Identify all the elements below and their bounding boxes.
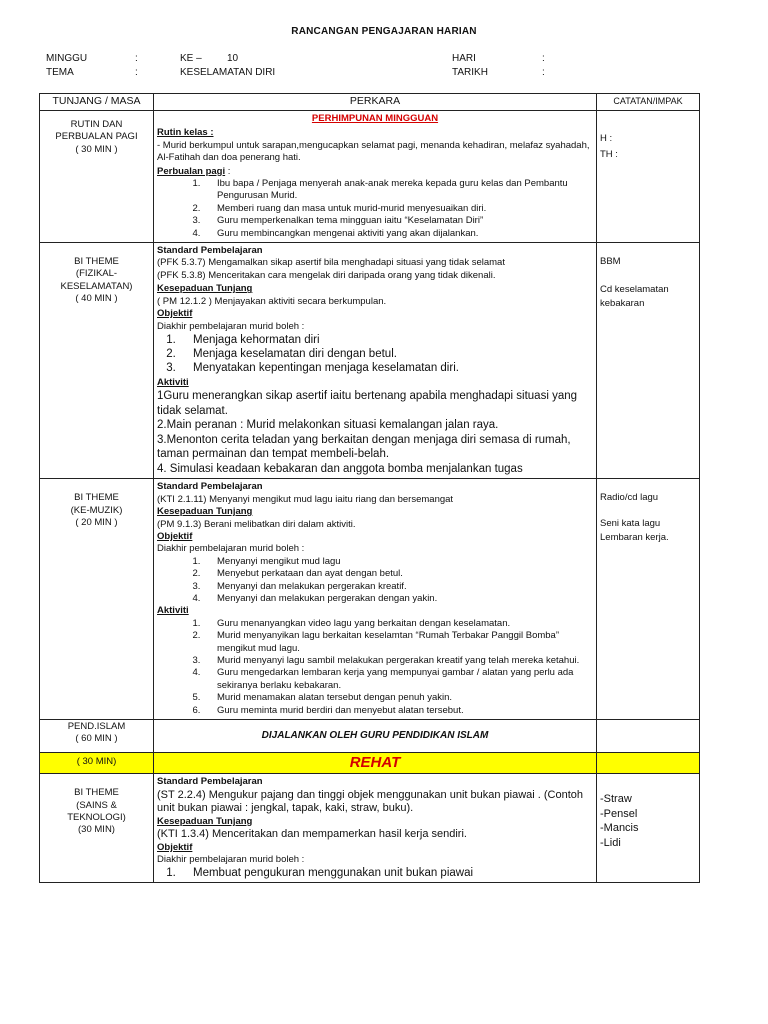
pend-islam-note: DIJALANKAN OLEH GURU PENDIDIKAN ISLAM [154, 720, 597, 753]
kt-text: ( PM 12.1.2 ) Menjayakan aktiviti secara berkumpulan. [157, 295, 387, 307]
row1-right-line: TH : [600, 149, 618, 160]
list-item: -Lidi [600, 836, 621, 849]
row3-tunjang [40, 479, 154, 720]
obj-label: Objektif [157, 841, 193, 853]
obj-label: Objektif [157, 308, 193, 320]
list-item: 4. Menyanyi dan melakukan pergerakan dengan yakin. [203, 593, 593, 605]
aktiviti-label: Aktiviti [157, 376, 189, 388]
perbualan-colon: : [225, 165, 231, 177]
list-item: 2. Murid menyanyikan lagu berkaitan keselamtan “Rumah Terbakar Panggil Bomba” mengikut mud lagu. [203, 630, 593, 655]
list-item: 2. Memberi ruang dan masa untuk murid-murid menyesuaikan diri. [203, 203, 593, 215]
rutin-text: - Murid berkumpul untuk sarapan,mengucapkan selamat pagi, menanda kehadiran, melafaz syahadah, Al-Fatihah dan doa penerang hati. [157, 139, 590, 164]
row1-right-line: H : [600, 133, 613, 144]
list-item: 6. Guru meminta murid berdiri dan menyebut alatan tersebut. [203, 705, 593, 717]
list-item: 5. Murid menamakan alatan tersebut dengan penuh yakin. [203, 692, 593, 704]
table-header-row [40, 94, 700, 111]
row6-perkara [154, 774, 597, 883]
perbualan-label: Perbualan pagi [157, 165, 226, 177]
row2-left-line: ( 40 MIN ) [75, 293, 118, 305]
kt-label: Kesepaduan Tunjang [157, 506, 253, 518]
row2-right-line: Cd keselamatan kebakaran [600, 284, 669, 310]
row3-left-line: ( 20 MIN ) [75, 517, 118, 529]
sp-label: Standard Pembelajaran [157, 245, 263, 257]
row3-left-line: BI THEME [74, 492, 119, 504]
table-row [40, 111, 700, 243]
obj-label: Objektif [157, 530, 193, 542]
row3-right-line: Seni kata lagu [600, 518, 661, 530]
table-row [40, 774, 700, 883]
row5-catatan [597, 752, 700, 773]
table-row [40, 752, 700, 773]
table-row [40, 479, 700, 720]
list-item: 2.Main peranan : Murid melakonkan situasi kemalangan jalan raya. [157, 419, 499, 432]
row2-catatan [597, 243, 700, 479]
aktiviti-list [157, 618, 593, 717]
col-header-tunjang: TUNJANG / MASA [40, 94, 154, 111]
list-item: 3. Menyanyi dan melakukan pergerakan kreatif. [203, 581, 593, 593]
row3-right-line: Radio/cd lagu [600, 492, 659, 504]
row1-perkara [154, 111, 597, 243]
row1-catatan [597, 111, 700, 243]
row4-left-line: ( 60 MIN ) [75, 733, 118, 745]
table-row [40, 243, 700, 479]
obj-intro: Diakhir pembelajaran murid boleh : [157, 543, 305, 555]
row1-left-line: PERBUALAN PAGI [55, 131, 138, 143]
row3-left-line: (KE-MUZIK) [70, 504, 123, 516]
row4-catatan [597, 720, 700, 753]
tema-label: TEMA [46, 67, 74, 78]
list-item: 1Guru menerangkan sikap asertif iaitu bertenang apabila menghadapi situasi yang tidak selamat. [157, 390, 578, 417]
tema-value: KESELAMATAN DIRI [180, 67, 276, 78]
row4-left-line: PEND.ISLAM [67, 721, 126, 733]
hari-label: HARI [452, 53, 476, 64]
minggu-label: MINGGU [46, 53, 88, 64]
sp-item: (ST 2.2.4) Mengukur pajang dan tinggi objek menggunakan unit bukan piawai . (Contoh unit bukan piawai : jengkal, tapak, kaki, straw, buku). [157, 788, 584, 815]
list-item: 4. Simulasi keadaan kebakaran dan anggota bomba menjalankan tugas [157, 462, 523, 475]
aktiviti-label: Aktiviti [157, 605, 189, 617]
perhimpunan-heading: PERHIMPUNAN MINGGUAN [311, 113, 439, 124]
table-row [40, 720, 700, 753]
row6-left-line: (30 MIN) [78, 824, 115, 836]
sp-label: Standard Pembelajaran [157, 481, 263, 493]
list-item: 4. Guru mengedarkan lembaran kerja yang mempunyai gambar / alatan yang perlu ada sekiranya berlaku kebakaran. [203, 667, 593, 692]
list-item: 3. Menyatakan kepentingan menjaga keselamatan diri. [179, 361, 593, 375]
row2-perkara [154, 243, 597, 479]
objektif-list [157, 556, 593, 606]
row2-right-line: BBM [600, 256, 621, 268]
row2-left-line: BI THEME [74, 256, 119, 268]
sp-item: (PFK 5.3.7) Mengamalkan sikap asertif bila menghadapi situasi yang tidak selamat [157, 257, 505, 269]
perbualan-list [157, 178, 593, 240]
objektif-list [157, 866, 593, 880]
row3-catatan [597, 479, 700, 720]
tema-colon: : [135, 67, 138, 78]
row1-tunjang [40, 111, 154, 243]
sp-item: (KTI 2.1.11) Menyanyi mengikut mud lagu iaitu riang dan bersemangat [157, 493, 454, 505]
list-item: 1. Menyanyi mengikut mud lagu [203, 556, 593, 568]
list-item: 2. Menjaga keselamatan diri dengan betul. [179, 347, 593, 361]
row2-tunjang [40, 243, 154, 479]
document-title: RANCANGAN PENGAJARAN HARIAN [291, 26, 477, 37]
list-item: -Straw [600, 793, 632, 806]
list-item: -Mancis [600, 822, 639, 835]
row3-right-line: Lembaran kerja. [600, 532, 669, 544]
rutin-label: Rutin kelas : [157, 127, 214, 139]
rehat-label: REHAT [154, 752, 597, 773]
kt-label: Kesepaduan Tunjang [157, 283, 253, 295]
lesson-plan-table [39, 93, 700, 883]
list-item: 3. Guru memperkenalkan tema mingguan iaitu “Keselamatan Diri” [203, 215, 593, 227]
rehat-time: ( 30 MIN) [40, 752, 154, 773]
list-item: 1. Membuat pengukuran menggunakan unit bukan piawai [179, 866, 593, 880]
obj-intro: Diakhir pembelajaran murid boleh : [157, 320, 305, 332]
aktiviti-list [157, 389, 593, 476]
kt-text: (PM 9.1.3) Berani melibatkan diri dalam aktiviti. [157, 518, 356, 530]
row4-tunjang [40, 720, 154, 753]
ke-label: KE – [180, 53, 202, 64]
sp-item: (PFK 5.3.8) Menceritakan cara mengelak diri daripada orang yang tidak dikenali. [157, 269, 496, 281]
row2-left-line: (FIZIKAL- [75, 268, 118, 280]
ke-value: 10 [227, 53, 239, 64]
list-item: 1. Menjaga kehormatan diri [179, 333, 593, 347]
list-item: 1. Ibu bapa / Penjaga menyerah anak-anak mereka kepada guru kelas dan Pembantu Pengurusan Murid. [203, 178, 593, 203]
tarikh-colon: : [542, 67, 545, 78]
hari-colon: : [542, 53, 545, 64]
row6-left-line: BI THEME [74, 787, 119, 799]
list-item: 1. Guru menanyangkan video lagu yang berkaitan dengan keselamatan. [203, 618, 593, 630]
objektif-list [157, 333, 593, 375]
minggu-colon: : [135, 53, 138, 64]
obj-intro: Diakhir pembelajaran murid boleh : [157, 853, 305, 865]
kt-text: (KTI 1.3.4) Menceritakan dan mempamerkan hasil kerja sendiri. [157, 828, 467, 841]
row1-left-line: ( 30 MIN ) [75, 143, 118, 155]
list-item: 3. Murid menyanyi lagu sambil melakukan pergerakan kreatif yang telah mereka ketahui. [203, 655, 593, 667]
row2-left-line: KESELAMATAN) [60, 280, 133, 292]
list-item: 2. Menyebut perkataan dan ayat dengan betul. [203, 568, 593, 580]
bahan-list [600, 792, 696, 850]
kt-label: Kesepaduan Tunjang [157, 815, 253, 827]
row6-left-line: (SAINS & [76, 799, 117, 811]
row6-catatan [597, 774, 700, 883]
list-item: 3.Menonton cerita teladan yang berkaitan dengan menjaga diri semasa di rumah, taman permainan dan tempat membeli-belah. [157, 433, 571, 461]
row6-left-line: TEKNOLOGI) [67, 812, 126, 824]
sp-label: Standard Pembelajaran [157, 776, 263, 788]
row6-tunjang [40, 774, 154, 883]
row1-left-line: RUTIN DAN [70, 119, 123, 130]
col-header-catatan: CATATAN/IMPAK [597, 94, 700, 111]
list-item: -Pensel [600, 807, 638, 820]
list-item: 4. Guru membincangkan mengenai aktiviti yang akan dijalankan. [203, 228, 593, 240]
col-header-perkara: PERKARA [154, 94, 597, 111]
row3-perkara [154, 479, 597, 720]
tarikh-label: TARIKH [452, 67, 488, 78]
